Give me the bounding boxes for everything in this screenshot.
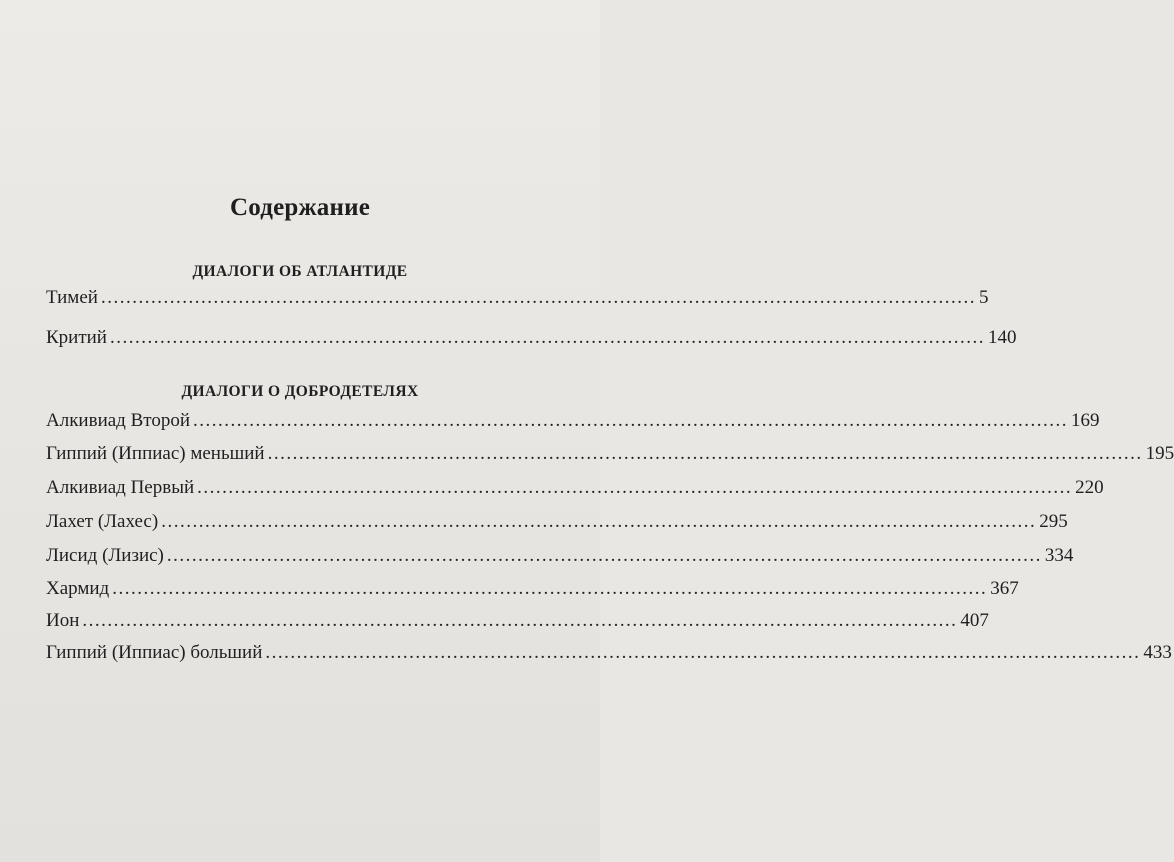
- page-title: Содержание: [229, 194, 370, 221]
- toc-entry: [46, 477, 1104, 501]
- section-heading-virtues: ДИАЛОГИ О ДОБРОДЕТЕЛЯХ: [181, 383, 419, 400]
- toc-entry-page: 334: [1044, 545, 1074, 566]
- toc-entry-title: Ион: [46, 610, 80, 631]
- toc-entry: [46, 511, 1068, 535]
- toc-entry-page: 5: [978, 287, 989, 308]
- toc-leader-dots: ............................................................................................................................................: [109, 327, 985, 348]
- toc-entry-page: 140: [987, 327, 1017, 348]
- toc-leader-dots: ............................................................................................................................................: [161, 511, 1037, 532]
- toc-entry-page: 169: [1070, 410, 1100, 431]
- toc-entry-page: 433: [1143, 642, 1172, 663]
- toc-entry-page: 295: [1039, 511, 1068, 532]
- toc-entry: [46, 578, 1019, 602]
- toc-entry: [46, 287, 989, 311]
- toc-entry: [46, 610, 989, 634]
- toc-entry-title: Тимей: [46, 287, 98, 308]
- toc-leader-dots: ............................................................................................................................................: [192, 410, 1068, 431]
- toc-leader-dots: ............................................................................................................................................: [267, 443, 1143, 464]
- toc-leader-dots: ............................................................................................................................................: [112, 578, 988, 599]
- toc-entry: [46, 443, 1174, 467]
- toc-entry: [46, 545, 1074, 569]
- toc-entry-title: Алкивиад Первый: [46, 477, 195, 498]
- toc-leader-dots: ............................................................................................................................................: [82, 610, 958, 631]
- toc-entry-title: Лахет (Лахес): [46, 511, 159, 532]
- toc-entry: [46, 410, 1100, 434]
- toc-entry-title: Хармид: [46, 578, 110, 599]
- toc-entry-page: 407: [960, 610, 989, 631]
- section-heading-atlantis: ДИАЛОГИ ОБ АТЛАНТИДЕ: [192, 263, 408, 280]
- toc-entry-title: Гиппий (Иппиас) меньший: [46, 443, 265, 464]
- toc-entry: [46, 642, 1172, 666]
- toc-entry-title: Гиппий (Иппиас) больший: [46, 642, 263, 663]
- toc-entry-page: 220: [1075, 477, 1104, 498]
- toc-leader-dots: ............................................................................................................................................: [265, 642, 1141, 663]
- toc-entry-title: Критий: [46, 327, 107, 348]
- toc-entry-title: Алкивиад Второй: [46, 410, 190, 431]
- toc-entry-page: 367: [990, 578, 1019, 599]
- toc-leader-dots: ............................................................................................................................................: [197, 477, 1073, 498]
- toc-leader-dots: ............................................................................................................................................: [166, 545, 1042, 566]
- toc-entry-page: 195: [1145, 443, 1174, 464]
- toc-leader-dots: ............................................................................................................................................: [100, 287, 976, 308]
- toc-entry: [46, 327, 1017, 351]
- toc-entry-title: Лисид (Лизис): [46, 545, 164, 566]
